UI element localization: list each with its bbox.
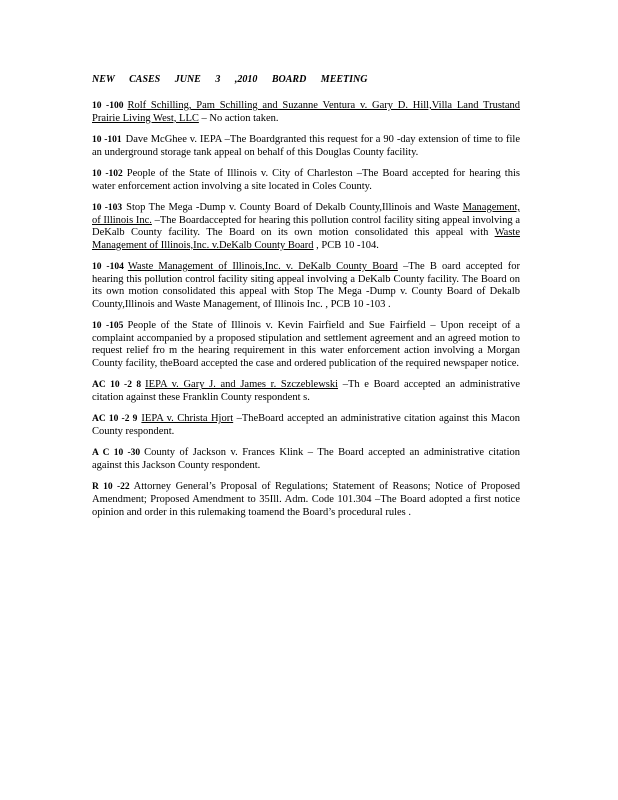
case-entry: [92, 447, 520, 472]
case-entry: [92, 134, 520, 159]
case-number: 10 -105: [92, 321, 124, 332]
case-entry: [92, 100, 520, 125]
case-text: –Th e Board accepted an administrative citation against these Franklin County respondent s.: [92, 379, 520, 404]
case-caption: Management, of Illinois Inc.: [92, 201, 520, 226]
case-number: 10 -104: [92, 262, 124, 273]
case-number: AC 10 -2 8: [92, 380, 142, 391]
case-number: 10 -101: [92, 134, 122, 145]
case-text: County of Jackson v. Frances Klink – The Board accepted an administrative citation against this Jackson County respondent.: [92, 447, 520, 472]
case-entry: [92, 320, 520, 370]
case-caption: Waste Management of Illinois,Inc. v. DeKalb County Board: [127, 261, 398, 273]
case-number: AC 10 -2 9: [92, 414, 138, 425]
case-entry: [92, 202, 520, 252]
case-entry: [92, 413, 520, 438]
document-heading: NEW CASES JUNE 3 ,2010 BOARD MEETING: [92, 74, 368, 85]
case-caption: Rolf Schilling, Pam Schilling and Suzanne Ventura v. Gary D. Hill,Villa Land Trustand Prairie Living West, LLC: [92, 100, 521, 124]
case-number: A C 10 -30: [92, 448, 141, 459]
case-text: –The B oard accepted for hearing this pollution control facility siting appeal involving a DeKalb County facility. The Board on its own motion consolidated this appeal with Stop The Mega -Dump v. County Board of Dekalb County,Illinois and Waste Management, of Illinois Inc. , PCB 10 -103 .: [92, 261, 520, 310]
case-text: – No action taken.: [198, 112, 279, 124]
case-text: –TheBoard accepted an administrative citation against this Macon County respondent.: [92, 413, 521, 438]
case-caption: Waste Management of Illinois,Inc. v.DeKalb County Board: [92, 227, 520, 251]
case-entry: [92, 168, 520, 193]
case-text: People of the State of Illinois v. Kevin Fairfield and Sue Fairfield – Upon receipt of a complaint accompanied by a proposed stipulation and settlement agreement and an agreed motion to request relief fro m the hearing requirement in this water enforcement action involving a Morgan County facility, theBoard accepted the case and ordered publication of the required newspaper notice.: [92, 320, 520, 370]
case-entry: [92, 261, 520, 311]
case-text: Stop The Mega -Dump v. County Board of Dekalb County,Illinois and Waste: [126, 201, 463, 213]
case-caption: IEPA v. Christa Hjort: [141, 413, 234, 425]
case-text: People of the State of Illinois v. City of Charleston –The Board accepted for hearing this water enforcement action involving a site located in Coles County.: [92, 167, 520, 192]
case-number: 10 -103: [92, 202, 123, 213]
case-number: R 10 -22: [92, 482, 130, 493]
case-text: Attorney General’s Proposal of Regulations; Statement of Reasons; Notice of Proposed Amendment; Proposed Amendment to 35Ill. Adm. Code 101.304 –The Board adopted a first notice opinion and order in this rulemaking toamend the Board’s procedural rules .: [92, 481, 520, 518]
case-text: , PCB 10 -104.: [313, 239, 379, 251]
case-list: [92, 100, 520, 528]
case-caption: IEPA v. Gary J. and James r. Szczeblewski: [145, 379, 339, 391]
case-entry: [92, 481, 520, 519]
case-text: –The Boardaccepted for hearing this pollution control facility siting appeal involving a DeKalb County facility. The Board on its own motion consolidated this appeal with: [92, 214, 521, 239]
case-entry: [92, 379, 520, 404]
case-text: Dave McGhee v. IEPA –The Boardgranted this request for a 90 -day extension of time to file an underground storage tank appeal on behalf of this Douglas County facility.: [92, 133, 520, 158]
case-number: 10 -100: [92, 101, 124, 111]
case-number: 10 -102: [92, 168, 123, 179]
